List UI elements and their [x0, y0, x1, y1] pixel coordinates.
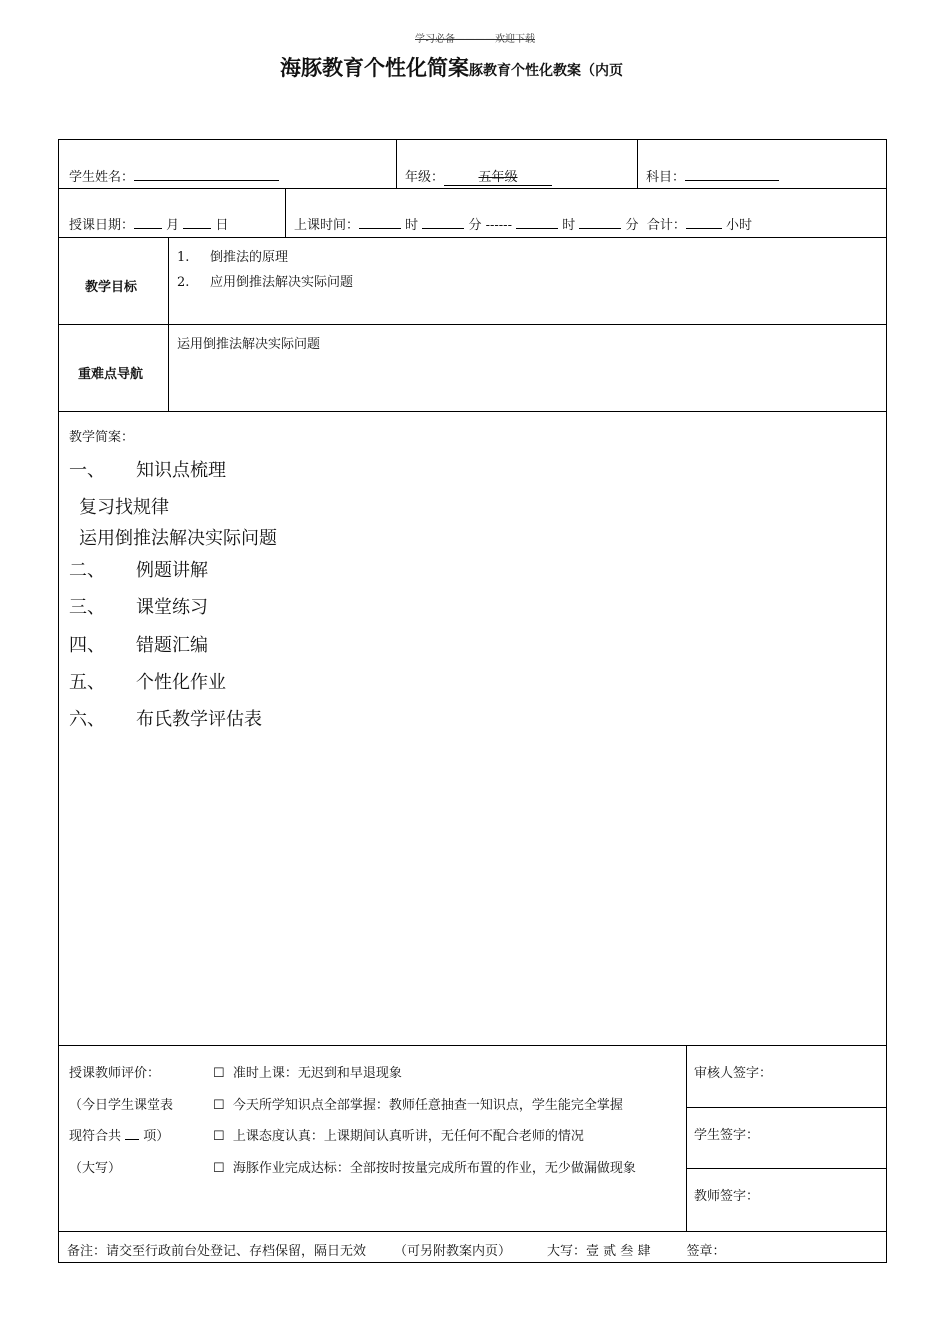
lesson-plan-table	[58, 139, 887, 1263]
plan-section-2: 二、 例题讲解	[69, 560, 208, 581]
checkbox[interactable]: ☐	[213, 1129, 225, 1144]
time-separator: ------	[485, 218, 512, 233]
hours-unit: 小时	[725, 218, 752, 233]
goal-item: 2. 应用倒推法解决实际问题	[177, 275, 354, 290]
plan-section-6: 六、 布氏教学评估表	[69, 709, 262, 730]
schedule-row	[59, 189, 886, 238]
teacher-signature-cell[interactable]	[686, 1169, 887, 1232]
divider	[285, 189, 286, 237]
key-points-text: 运用倒推法解决实际问题	[177, 337, 321, 352]
eval-label: 授课教师评价：	[69, 1066, 161, 1081]
key-points-label: 重难点导航	[78, 367, 144, 382]
seal-label: 签章：	[686, 1244, 726, 1259]
plan-sub-item: 复习找规律	[79, 497, 169, 518]
key-points-row	[59, 325, 886, 412]
footer-row	[59, 1232, 886, 1262]
time-field[interactable]	[294, 214, 752, 233]
plan-section-5: 五、 个性化作业	[69, 672, 226, 693]
teacher-signature-label: 教师签字：	[694, 1189, 760, 1204]
plan-section-4: 四、 错题汇编	[69, 635, 208, 656]
divider	[396, 140, 397, 188]
student-name-field[interactable]	[69, 166, 279, 185]
day-blank[interactable]	[183, 216, 211, 229]
page-title	[280, 52, 623, 82]
plan-section-1: 一、 知识点梳理	[69, 460, 226, 481]
student-signature-label: 学生签字：	[694, 1128, 760, 1143]
signature-column	[686, 1046, 887, 1231]
minute-unit: 分	[468, 218, 482, 233]
grade-value[interactable]: 五年级	[444, 166, 552, 186]
teaching-goals-row	[59, 238, 886, 325]
grade-label: 年级：	[405, 170, 445, 185]
student-name-blank[interactable]	[134, 168, 279, 181]
start-hour-blank[interactable]	[359, 216, 401, 229]
eval-count-field[interactable]: 现符合共 项）	[69, 1129, 170, 1144]
start-minute-blank[interactable]	[422, 216, 464, 229]
plan-label: 教学简案：	[69, 430, 135, 445]
checkbox[interactable]: ☐	[213, 1066, 225, 1081]
plan-sub-item: 运用倒推法解决实际问题	[79, 528, 277, 549]
title-main: 海豚教育个性化简案	[280, 56, 469, 80]
title-sub: 豚教育个性化教案（内页	[469, 63, 623, 79]
reviewer-signature-label: 审核人签字：	[694, 1066, 773, 1081]
divider	[637, 140, 638, 188]
subject-label: 科目：	[646, 170, 686, 185]
date-label: 授课日期：	[69, 218, 135, 233]
eval-label: （今日学生课堂表	[69, 1098, 174, 1113]
month-unit: 月	[166, 218, 180, 233]
date-field[interactable]	[69, 214, 228, 233]
goal-item: 1. 倒推法的原理	[177, 250, 289, 265]
criteria-item[interactable]: ☐ 今天所学知识点全部掌握：教师任意抽查一知识点，学生能完全掌握	[213, 1098, 623, 1113]
count-blank[interactable]	[125, 1127, 139, 1140]
subject-field[interactable]	[646, 166, 779, 185]
month-blank[interactable]	[134, 216, 162, 229]
criteria-item[interactable]: ☐ 上课态度认真：上课期间认真听讲，无任何不配合老师的情况	[213, 1129, 584, 1144]
grade-field[interactable]	[405, 166, 552, 186]
total-label: 合计：	[646, 218, 686, 233]
teaching-goals-label: 教学目标	[85, 280, 138, 295]
reviewer-signature-cell[interactable]	[686, 1046, 887, 1108]
checkbox[interactable]: ☐	[213, 1098, 225, 1113]
total-hours-blank[interactable]	[686, 216, 722, 229]
subject-blank[interactable]	[685, 168, 779, 181]
divider	[168, 325, 169, 411]
end-hour-blank[interactable]	[516, 216, 558, 229]
student-signature-cell[interactable]	[686, 1108, 887, 1169]
checkbox[interactable]: ☐	[213, 1161, 225, 1176]
student-name-label: 学生姓名：	[69, 170, 135, 185]
plan-section-3: 三、 课堂练习	[69, 597, 208, 618]
criteria-item[interactable]: ☐ 准时上课：无迟到和早退现象	[213, 1066, 402, 1081]
time-label: 上课时间：	[294, 218, 360, 233]
footer-note: 备注：请交至行政前台处登记、存档保留，隔日无效 （可另附教案内页） 大写：壹 贰 叁 肆 签章：	[67, 1244, 726, 1259]
hour-unit: 时	[562, 218, 576, 233]
divider	[168, 238, 169, 324]
hour-unit: 时	[405, 218, 419, 233]
minute-unit: 分	[625, 218, 639, 233]
page-header: 学习必备————欢迎下载	[415, 34, 535, 45]
evaluation-row	[59, 1046, 886, 1232]
teaching-plan-section	[59, 412, 886, 1046]
criteria-item[interactable]: ☐ 海豚作业完成达标：全部按时按量完成所布置的作业，无少做漏做现象	[213, 1161, 636, 1176]
student-info-row	[59, 140, 886, 189]
daxie-value: 壹 贰 叁 肆	[586, 1244, 651, 1259]
day-unit: 日	[215, 218, 229, 233]
end-minute-blank[interactable]	[579, 216, 621, 229]
eval-label: （大写）	[69, 1161, 122, 1176]
